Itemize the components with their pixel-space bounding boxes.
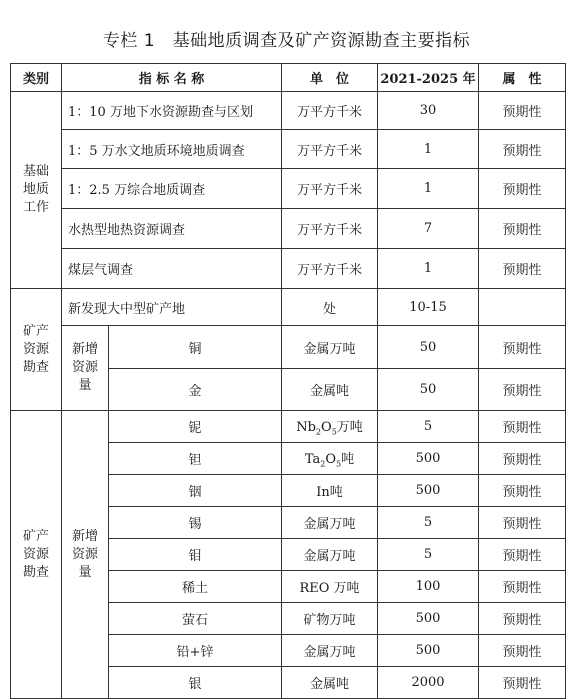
indicator-unit: 金属吨 [282,667,378,699]
indicator-attribute: 预期性 [479,326,566,369]
indicator-attribute [479,289,566,326]
indicator-name: 1：10 万地下水资源勘查与区划 [62,92,282,130]
indicator-target: 500 [378,635,479,667]
indicator-unit: 矿物万吨 [282,603,378,635]
header-unit: 单 位 [282,64,378,92]
indicator-attribute: 预期性 [479,411,566,443]
indicator-target: 5 [378,539,479,571]
unit-formula: Nb [296,420,316,436]
page-title: 专栏 1 基础地质调查及矿产资源勘查主要指标 [102,31,471,51]
subcategory-label: 新增资源量 [71,528,98,580]
indicator-target: 500 [378,443,479,475]
table-row [11,209,566,249]
indicator-target: 5 [378,507,479,539]
indicator-unit: 万平方千米 [282,209,378,249]
unit-formula: Ta [304,452,321,468]
table-row [11,249,566,289]
indicator-target: 100 [378,571,479,603]
table-row [11,92,566,130]
indicator-target: 2000 [378,667,479,699]
indicator-name: 1：2.5 万综合地质调查 [62,169,282,209]
indicator-table [10,63,566,699]
indicator-target: 1 [378,130,479,169]
table-header-row [11,64,566,92]
indicator-target: 30 [378,92,479,130]
indicator-name: 稀土 [109,571,282,603]
indicator-target: 1 [378,249,479,289]
subcategory-new-resources [62,326,109,411]
indicator-name: 铅+锌 [109,635,282,667]
header-category: 类别 [11,64,62,92]
unit-formula: O [325,452,337,468]
unit-formula: O [321,420,332,436]
indicator-name: 铌 [109,411,282,443]
category-basic-geology [11,92,62,289]
indicator-attribute: 预期性 [479,249,566,289]
indicator-attribute: 预期性 [479,475,566,507]
indicator-unit: 金属万吨 [282,635,378,667]
indicator-name: 1：5 万水文地质环境地质调查 [62,130,282,169]
indicator-unit: 金属吨 [282,369,378,411]
indicator-unit: 金属万吨 [282,539,378,571]
indicator-attribute: 预期性 [479,369,566,411]
category-label: 矿产资源勘查 [22,528,49,580]
indicator-attribute: 预期性 [479,507,566,539]
indicator-attribute: 预期性 [479,667,566,699]
category-label: 基础地质工作 [22,164,49,215]
indicator-unit [282,443,378,475]
unit-subscript: 5 [331,427,337,437]
indicator-name: 煤层气调查 [62,249,282,289]
unit-subscript: 2 [315,427,322,437]
indicator-target: 5 [378,411,479,443]
indicator-name: 萤石 [109,603,282,635]
unit-subscript: 2 [320,459,326,469]
unit-tail: 吨 [341,452,355,468]
indicator-name: 铟 [109,475,282,507]
indicator-attribute: 预期性 [479,539,566,571]
header-attribute: 属 性 [479,64,566,92]
category-label: 矿产资源勘查 [22,323,49,375]
indicator-unit: 万平方千米 [282,130,378,169]
indicator-attribute: 预期性 [479,169,566,209]
indicator-name: 钼 [109,539,282,571]
indicator-name: 锡 [109,507,282,539]
table-row [11,289,566,326]
indicator-target: 7 [378,209,479,249]
indicator-name: 钽 [109,443,282,475]
category-mineral-exploration-2 [11,411,62,699]
unit-tail: 万吨 [336,420,363,436]
category-mineral-exploration [11,289,62,411]
indicator-unit: 处 [282,289,378,326]
indicator-attribute: 预期性 [479,603,566,635]
indicator-target: 50 [378,326,479,369]
indicator-name: 新发现大中型矿产地 [62,289,282,326]
unit-subscript: 5 [336,459,342,469]
indicator-unit: 金属万吨 [282,507,378,539]
indicator-name: 铜 [109,326,282,369]
subcategory-new-resources-2 [62,411,109,699]
indicator-attribute: 预期性 [479,130,566,169]
indicator-unit: 万平方千米 [282,249,378,289]
table-row [11,130,566,169]
indicator-name: 银 [109,667,282,699]
indicator-name: 金 [109,369,282,411]
header-indicator: 指 标 名 称 [62,64,282,92]
indicator-target: 1 [378,169,479,209]
indicator-unit: 万平方千米 [282,169,378,209]
indicator-target: 500 [378,603,479,635]
indicator-attribute: 预期性 [479,209,566,249]
indicator-attribute: 预期性 [479,635,566,667]
header-target: 2021-2025 年 [378,64,479,92]
indicator-target: 10-15 [378,289,479,326]
table-row [11,411,566,443]
indicator-target: 500 [378,475,479,507]
indicator-unit: 万平方千米 [282,92,378,130]
indicator-unit [282,411,378,443]
table-row [11,169,566,209]
table-row [11,326,566,369]
indicator-target: 50 [378,369,479,411]
indicator-name: 水热型地热资源调查 [62,209,282,249]
subcategory-label: 新增资源量 [71,342,98,393]
indicator-attribute: 预期性 [479,443,566,475]
indicator-attribute: 预期性 [479,571,566,603]
indicator-unit: 金属万吨 [282,326,378,369]
indicator-unit: REO 万吨 [282,571,378,603]
indicator-unit: In吨 [282,475,378,507]
indicator-attribute: 预期性 [479,92,566,130]
